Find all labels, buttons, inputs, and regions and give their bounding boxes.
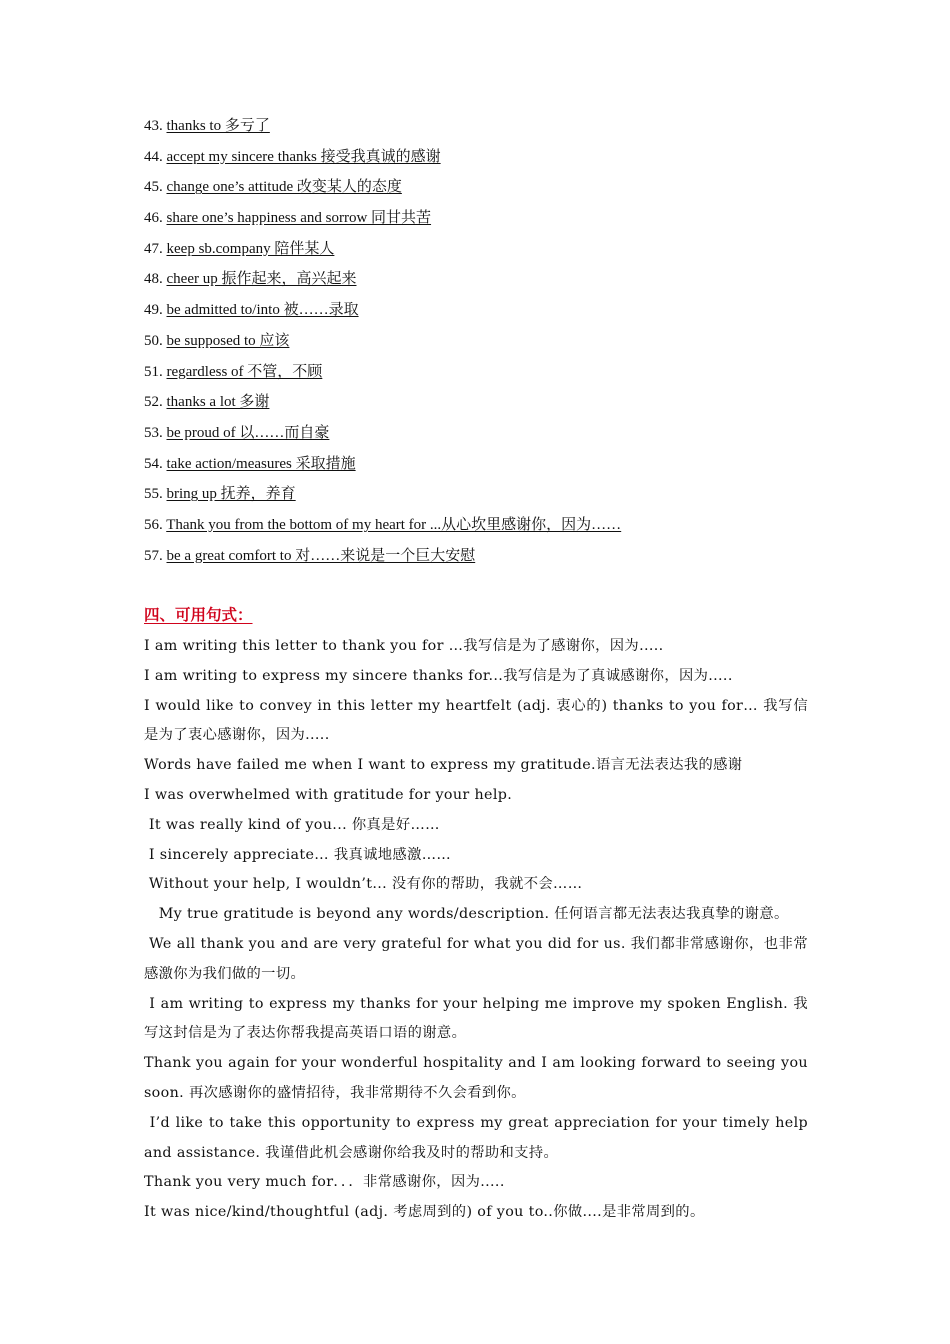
sentence-item: Thank you again for your wonderful hospitality and I am looking forward to seeing you soon. 再次感谢你的盛情招待，我非常期待不久会看到你。 [144,1055,813,1101]
phrase-item [144,206,824,237]
sentence-item: I am writing to express my sincere thanks for...我写信是为了真诚感谢你，因为..... [144,667,733,684]
phrase-item [144,544,824,575]
phrase-text: thanks a lot 多谢 [166,394,270,411]
phrase-item [144,175,824,206]
phrase-number: 46. [144,210,163,227]
phrase-item [144,421,824,452]
phrase-item [144,360,824,391]
phrase-text: be proud of 以……而自豪 [166,424,330,441]
phrase-number: 53. [144,424,163,441]
sentence-item: Thank you very much for．．．非常感谢你，因为..... [144,1174,505,1191]
phrase-number: 47. [144,240,163,257]
phrase-number: 52. [144,394,163,411]
phrase-item [144,145,824,176]
phrase-number: 45. [144,179,163,196]
phrase-number: 50. [144,332,163,349]
sentence-item: I am writing this letter to thank you for …我写信是为了感谢你，因为..... [144,638,664,654]
sentence-list [144,632,813,1228]
phrase-number: 48. [144,271,163,288]
sentence-item: I would like to convey in this letter my heartfelt (adj. 衷心的) thanks to you for… 我写信是为了衷心感谢你，因为..... [144,697,808,744]
phrase-number: 44. [144,148,163,165]
phrase-text: Thank you from the bottom of my heart for ...从心坎里感谢你，因为…… [166,516,622,533]
sentence-item: Without your help, I wouldn’t... 没有你的帮助，我就不会…… [144,876,583,893]
phrase-item [144,390,824,421]
phrase-item [144,237,824,268]
phrase-item [144,452,824,483]
phrase-text: thanks to 多亏了 [166,118,270,134]
phrase-list [144,114,824,574]
phrase-text: keep sb.company 陪伴某人 [166,240,335,257]
sentence-item: It was really kind of you... 你真是好…… [144,816,440,833]
phrase-number: 55. [144,486,163,503]
phrase-number: 43. [144,118,163,134]
sentence-item: I sincerely appreciate… 我真诚地感激…… [144,846,452,863]
phrase-text: share one’s happiness and sorrow 同甘共苦 [166,210,432,227]
phrase-text: change one’s attitude 改变某人的态度 [166,179,402,196]
phrase-item [144,114,824,145]
sentence-item: It was nice/kind/thoughtful (adj. 考虑周到的) of you to..你做....是非常周到的。 [144,1204,705,1221]
sentence-item: I’d like to take this opportunity to express my great appreciation for your timely help and assistance. 我谨借此机会感谢你给我及时的帮助和支持。 [144,1114,813,1161]
sentence-item: Words have failed me when I want to express my gratitude.语言无法表达我的感谢 [144,757,743,774]
phrase-number: 51. [144,363,163,380]
phrase-text: be supposed to 应该 [166,332,290,349]
phrase-item [144,298,824,329]
phrase-number: 49. [144,302,163,319]
sentence-item: We all thank you and are very grateful for what you did for us. 我们都非常感谢你，也非常感激你为我们做的一切。 [144,935,808,982]
phrase-text: be admitted to/into 被……录取 [166,302,359,319]
phrase-text: be a great comfort to 对……来说是一个巨大安慰 [166,547,476,564]
phrase-number: 56. [144,516,163,533]
sentence-item: My true gratitude is beyond any words/description. 任何语言都无法表达我真挚的谢意。 [144,906,789,923]
phrase-text: bring up 抚养，养育 [166,486,296,503]
phrase-item [144,329,824,360]
phrase-item [144,482,824,513]
sentence-item: I was overwhelmed with gratitude for your help. [144,786,513,803]
phrase-number: 54. [144,455,163,472]
phrase-text: regardless of 不管，不顾 [166,363,323,380]
phrase-item [144,513,824,544]
phrase-item [144,267,824,298]
phrase-number: 57. [144,547,163,564]
phrase-text: take action/measures 采取措施 [166,455,356,472]
phrase-text: cheer up 振作起来，高兴起来 [166,271,357,288]
phrase-text: accept my sincere thanks 接受我真诚的感谢 [166,148,441,165]
sentence-item: I am writing to express my thanks for your helping me improve my spoken English. 我写这封信是为了表达你帮我提高英语口语的谢意。 [144,995,808,1042]
section-title: 四、可用句式： [144,606,253,624]
